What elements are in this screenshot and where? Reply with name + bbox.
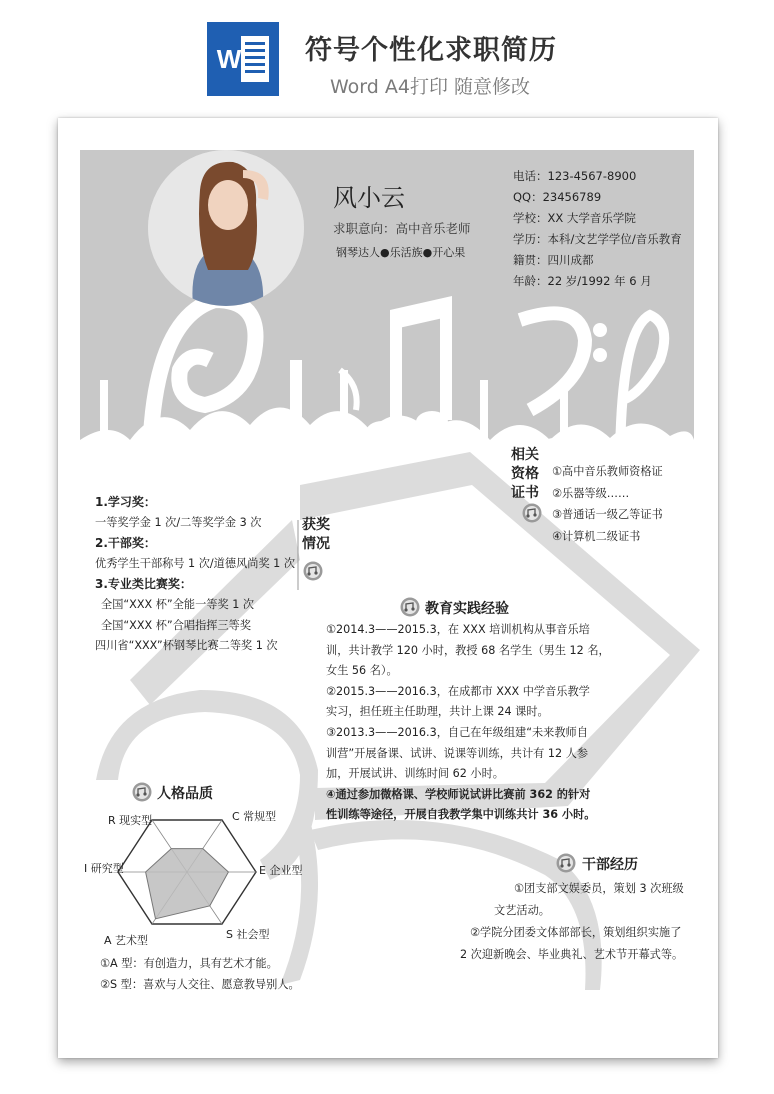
profile-photo bbox=[148, 150, 304, 306]
awards-title bbox=[302, 516, 332, 554]
contact-education: 学历：本科/文艺学学位/音乐教育 bbox=[513, 232, 682, 246]
practice-line: 女生 56 名）。 bbox=[326, 664, 398, 678]
practice-content bbox=[326, 620, 610, 826]
awards-list bbox=[95, 492, 295, 657]
practice-line: 实习，担任班主任助理，共计上课 24 课时。 bbox=[326, 705, 549, 719]
awards-title-line: 获奖 bbox=[302, 517, 330, 533]
certificates-title-line: 证书 bbox=[511, 485, 539, 501]
cadre-line: 文艺活动。 bbox=[494, 904, 550, 917]
personality-notes bbox=[100, 954, 300, 995]
practice-line: 训营”开展备课、试讲、说课等训练，共计有 12 人参 bbox=[326, 746, 589, 760]
cadre-badge-icon bbox=[556, 853, 576, 873]
award-category: 3.专业类比赛奖： bbox=[95, 577, 192, 592]
certificate-item: ③普通话一级乙等证书 bbox=[552, 508, 663, 521]
certificate-item: ④计算机二级证书 bbox=[552, 529, 641, 543]
personality-note: ②S 型：喜欢与人交往、愿意教导别人。 bbox=[100, 977, 300, 991]
music-notes-silhouette bbox=[80, 296, 694, 480]
practice-line: 训，共计教学 120 小时，教授 68 名学生（男生 12 名， bbox=[326, 643, 610, 657]
contact-school: 学校：XX 大学音乐学院 bbox=[513, 211, 636, 225]
practice-title: 教育实践经验 bbox=[425, 601, 509, 617]
personality-profile-area bbox=[146, 849, 229, 919]
personal-tags: 钢琴达人●乐活族●开心果 bbox=[336, 246, 466, 259]
cadre-line: ①团支部文娱委员，策划 3 次班级 bbox=[514, 882, 684, 895]
cadre-title: 干部经历 bbox=[582, 857, 638, 873]
contact-info bbox=[513, 166, 682, 292]
award-item: 一等奖学金 1 次/二等奖学金 3 次 bbox=[95, 515, 262, 529]
practice-badge-icon bbox=[400, 597, 420, 617]
practice-line: ④通过参加微格课、学校师说试讲比赛前 362 的针对 bbox=[326, 787, 591, 801]
practice-line: ③2013.3——2016.3，自己在年级组建“未来教师自 bbox=[326, 725, 588, 739]
candidate-name: 风小云 bbox=[333, 184, 405, 212]
practice-line: ①2014.3——2015.3，在 XXX 培训机构从事音乐培 bbox=[326, 623, 590, 636]
axis-label-s: S 社会型 bbox=[226, 928, 270, 941]
job-intent: 求职意向：高中音乐老师 bbox=[333, 221, 471, 236]
awards-badge-icon bbox=[303, 561, 323, 581]
axis-label-r: R 现实型 bbox=[108, 814, 153, 827]
personality-note: ①A 型：有创造力，具有艺术才能。 bbox=[100, 957, 278, 970]
cadre-line: 2 次迎新晚会、毕业典礼、艺术节开幕式等。 bbox=[460, 948, 684, 961]
certificate-item: ①高中音乐教师资格证 bbox=[552, 465, 663, 478]
contact-qq: QQ：23456789 bbox=[513, 190, 602, 204]
cadre-line: ②学院分团委文体部部长，策划组织实施了 bbox=[470, 926, 682, 939]
award-item: 四川省“XXX”杯钢琴比赛二等奖 1 次 bbox=[95, 639, 278, 653]
award-item: 全国“XXX 杯”合唱指挥三等奖 bbox=[101, 618, 252, 632]
certificates-title bbox=[511, 446, 541, 503]
certificates-title-line: 相关 bbox=[511, 447, 539, 463]
document-title: 符号个性化求职简历 bbox=[305, 35, 557, 66]
personality-title: 人格品质 bbox=[157, 786, 213, 802]
contact-age: 年龄：22 岁/1992 年 6 月 bbox=[513, 274, 652, 288]
award-category: 1.学习奖： bbox=[95, 495, 156, 509]
personality-badge-icon bbox=[132, 782, 152, 802]
award-item: 优秀学生干部称号 1 次/道德风尚奖 1 次 bbox=[95, 556, 296, 570]
awards-title-line: 情况 bbox=[302, 536, 330, 552]
axis-label-i: I 研究型 bbox=[84, 862, 124, 875]
word-letter: W bbox=[216, 44, 242, 74]
document-subtitle: Word A4打印 随意修改 bbox=[330, 76, 531, 98]
contact-hometown: 籍贯：四川成都 bbox=[513, 253, 594, 267]
contact-phone: 电话：123-4567-8900 bbox=[513, 169, 637, 183]
certificates-badge-icon bbox=[522, 503, 542, 523]
personality-hexagon-chart bbox=[110, 810, 280, 935]
certificates-list bbox=[552, 461, 663, 547]
axis-label-c: C 常规型 bbox=[232, 810, 277, 823]
practice-line: 加，开展试讲、训练时间 62 小时。 bbox=[326, 767, 504, 781]
certificate-item: ②乐器等级…… bbox=[552, 486, 630, 500]
certificates-title-line: 资格 bbox=[511, 466, 539, 482]
award-item: 全国“XXX 杯”全能一等奖 1 次 bbox=[101, 597, 255, 611]
practice-line: 性训练等途径，开展自我教学集中训练共计 36 小时。 bbox=[326, 808, 596, 822]
practice-line: ②2015.3——2016.3，在成都市 XXX 中学音乐教学 bbox=[326, 684, 590, 698]
award-category: 2.干部奖： bbox=[95, 536, 156, 551]
axis-label-e: E 企业型 bbox=[259, 864, 303, 877]
axis-label-a: A 艺术型 bbox=[104, 934, 149, 947]
